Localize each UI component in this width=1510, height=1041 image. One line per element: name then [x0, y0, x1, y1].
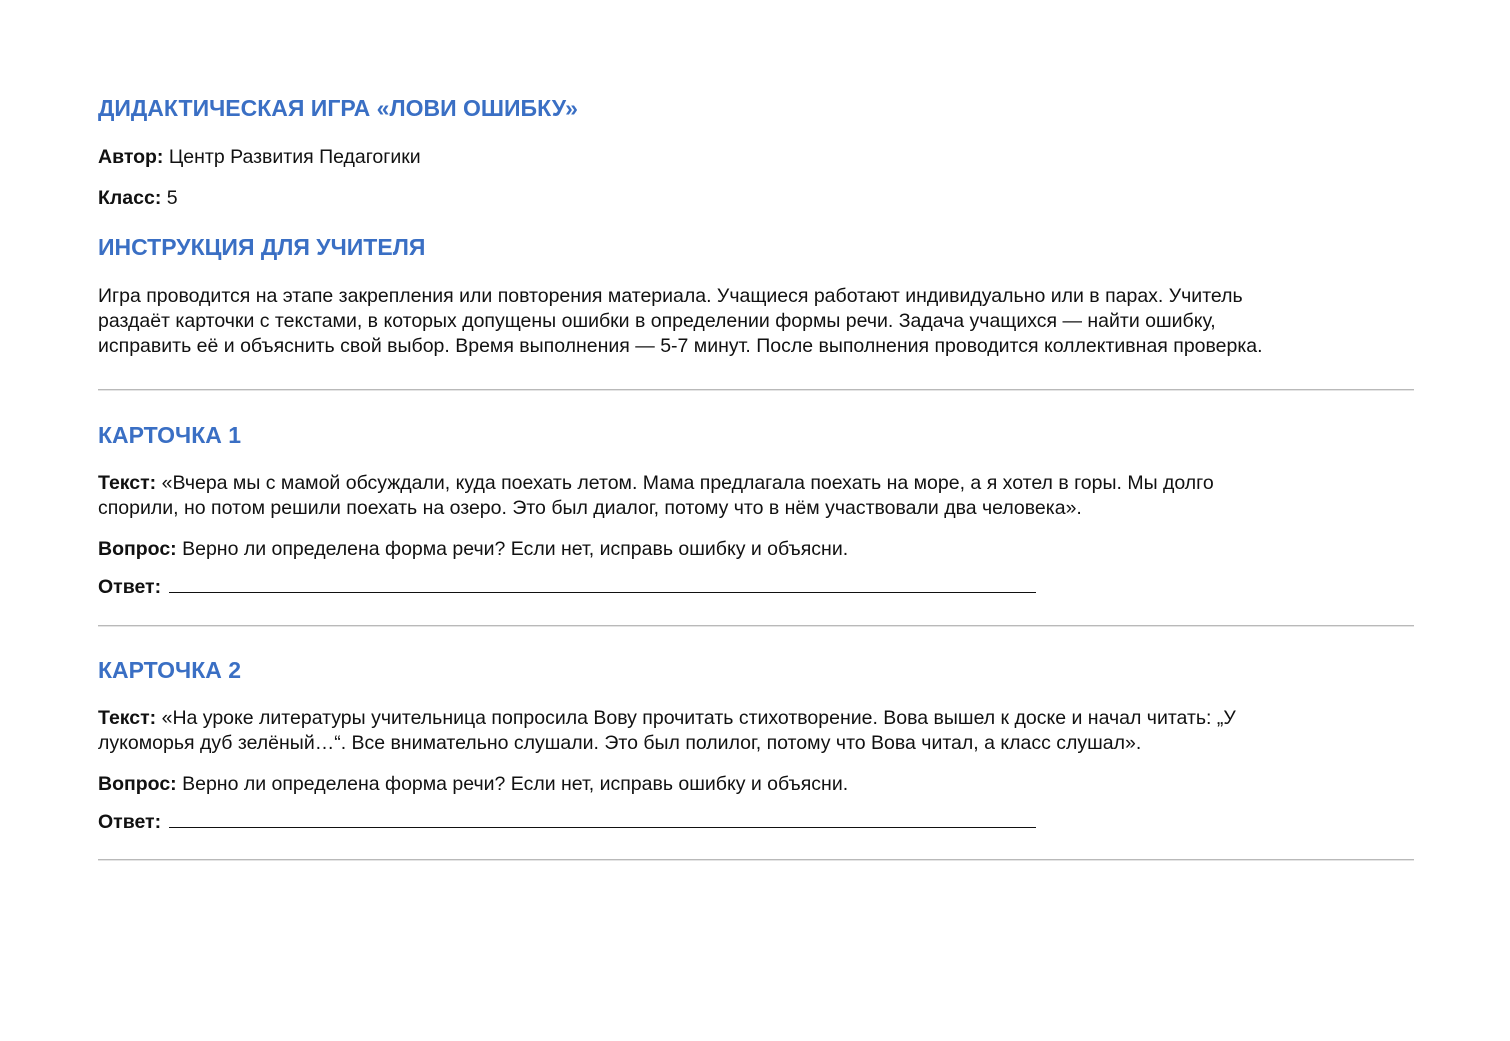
card-1-text	[98, 471, 1414, 521]
card-1-question-value: Верно ли определена форма речи? Если нет, исправь ошибку и объясни.	[182, 538, 849, 560]
instruction-heading: ИНСТРУКЦИЯ ДЛЯ УЧИТЕЛЯ	[98, 234, 426, 260]
class-value: 5	[166, 187, 178, 209]
card-2-question	[98, 772, 848, 797]
card-1-question	[98, 537, 848, 562]
author-line	[98, 145, 421, 170]
card-2-text	[98, 706, 1414, 756]
card-1-answer-label: Ответ:	[98, 576, 162, 598]
card-2-text-label: Текст:	[98, 707, 157, 729]
card-1-text-line: спорили, но потом решили поехать на озеро. Это был диалог, потому что в нём участвовали два человека».	[98, 497, 1082, 519]
card-2-text-line: лукоморья дуб зелёный…“. Все внимательно слушали. Это был полилог, потому что Вова читал, а класс слушал».	[98, 732, 1142, 754]
section-divider	[98, 859, 1414, 861]
card-2-text-line	[98, 706, 1414, 731]
card-1-answer	[98, 573, 1036, 600]
section-divider	[98, 389, 1414, 391]
class-label: Класс:	[98, 187, 162, 209]
card-2-text-value: «На уроке литературы учительница попросила Вову прочитать стихотворение. Вова вышел к доске и начал читать: „У	[161, 707, 1236, 729]
card-1-heading: КАРТОЧКА 1	[98, 422, 242, 448]
card-2-answer-blank	[169, 808, 1036, 828]
card-1-question-label: Вопрос:	[98, 538, 177, 560]
document-title: ДИДАКТИЧЕСКАЯ ИГРА «ЛОВИ ОШИБКУ»	[98, 95, 578, 121]
card-2-answer-label: Ответ:	[98, 811, 162, 833]
card-1-text-value: «Вчера мы с мамой обсуждали, куда поехать летом. Мама предлагала поехать на море, а я хотел в горы. Мы долго	[161, 472, 1214, 494]
card-1-text-label: Текст:	[98, 472, 157, 494]
card-1-text-line	[98, 471, 1414, 496]
instruction-paragraph	[98, 284, 1414, 359]
class-line	[98, 186, 178, 211]
card-2-heading: КАРТОЧКА 2	[98, 657, 242, 683]
instruction-line: исправить её и объяснить свой выбор. Время выполнения — 5-7 минут. После выполнения проводится коллективная проверка.	[98, 335, 1263, 357]
author-value: Центр Развития Педагогики	[168, 146, 421, 168]
card-1-answer-blank	[169, 573, 1036, 593]
instruction-line: Игра проводится на этапе закрепления или повторения материала. Учащиеся работают индивидуально или в парах. Учитель	[98, 285, 1243, 307]
card-2-answer	[98, 808, 1036, 835]
card-2-question-value: Верно ли определена форма речи? Если нет, исправь ошибку и объясни.	[182, 773, 849, 795]
instruction-line: раздаёт карточки с текстами, в которых допущены ошибки в определении формы речи. Задача учащихся — найти ошибку,	[98, 310, 1216, 332]
author-label: Автор:	[98, 146, 164, 168]
card-2-question-label: Вопрос:	[98, 773, 177, 795]
section-divider	[98, 625, 1414, 627]
